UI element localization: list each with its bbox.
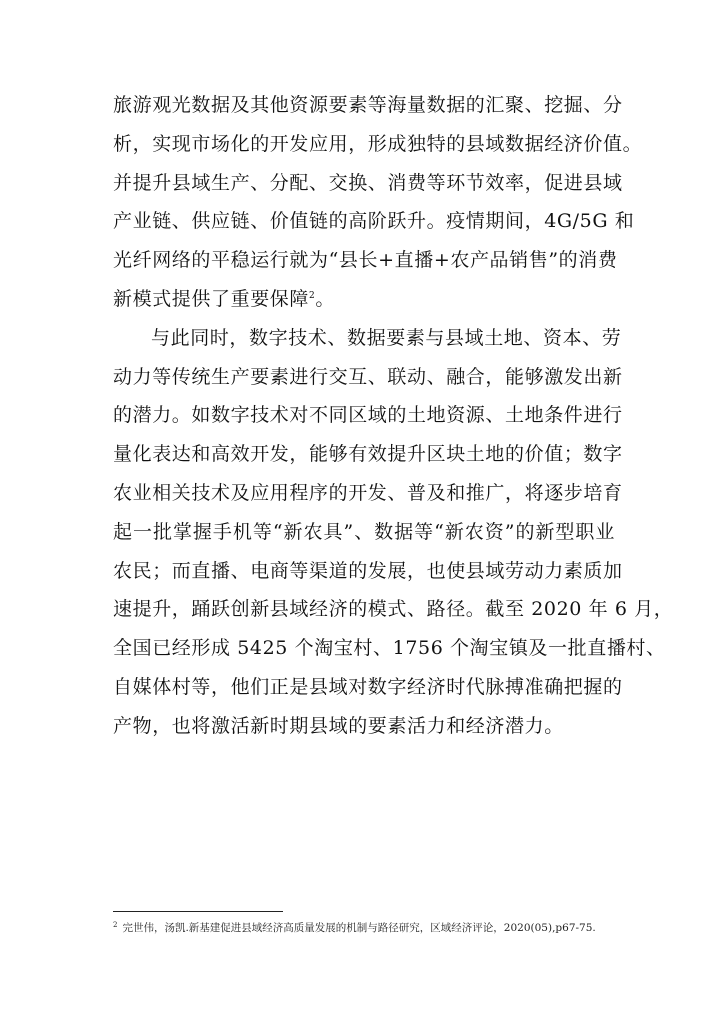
text-line: 农民；而直播、电商等渠道的发展，也使县域劳动力素质加	[113, 559, 623, 582]
footnote	[113, 918, 596, 935]
text-line: 速提升，踊跃创新县域经济的模式、路径。截至 2020 年 6 月，	[113, 598, 674, 621]
text-line: 全国已经形成 5425 个淘宝村、1756 个淘宝镇及一批直播村、	[113, 637, 666, 660]
text-line: 产业链、供应链、价值链的高阶跃升。疫情期间，4G/5G 和	[113, 210, 635, 233]
paragraph-1	[113, 86, 643, 319]
text-line: 光纤网络的平稳运行就为“县长+直播+农产品销售”的消费	[113, 249, 618, 272]
footnote-mark: 2	[113, 921, 118, 929]
text-line: 产物，也将激活新时期县域的要素活力和经济潜力。	[113, 714, 564, 737]
text-line: 并提升县域生产、分配、交换、消费等环节效率，促进县域	[113, 171, 623, 194]
footnote-reference[interactable]: 2	[309, 290, 316, 301]
text-line: 析，实现市场化的开发应用，形成独特的县域数据经济价值。	[113, 132, 643, 155]
text-line: 起一批掌握手机等“新农具”、数据等“新农资”的新型职业	[113, 520, 615, 543]
text-line: 农业相关技术及应用程序的开发、普及和推广，将逐步培育	[113, 481, 623, 504]
footnote-divider	[113, 911, 283, 912]
text-line: 动力等传统生产要素进行交互、联动、融合，能够激发出新	[113, 365, 623, 388]
text-line: 的潜力。如数字技术对不同区域的土地资源、土地条件进行	[113, 404, 623, 427]
text-line: 自媒体村等，他们正是县域对数字经济时代脉搏准确把握的	[113, 675, 623, 698]
text-line: 与此同时，数字技术、数据要素与县域土地、资本、劳	[151, 326, 622, 349]
footnote-text: 完世伟，汤凯.新基建促进县域经济高质量发展的机制与路径研究，区域经济评论，2020(05),p67-75.	[122, 922, 596, 934]
body-text	[113, 86, 674, 746]
sentence-end: 。	[315, 287, 335, 310]
text-line: 量化表达和高效开发，能够有效提升区块土地的价值；数字	[113, 443, 623, 466]
text-line: 新模式提供了重要保障	[113, 287, 310, 310]
text-line: 旅游观光数据及其他资源要素等海量数据的汇聚、挖掘、分	[113, 94, 623, 116]
paragraph-2	[113, 319, 674, 746]
text-line-with-footnote	[113, 280, 615, 319]
